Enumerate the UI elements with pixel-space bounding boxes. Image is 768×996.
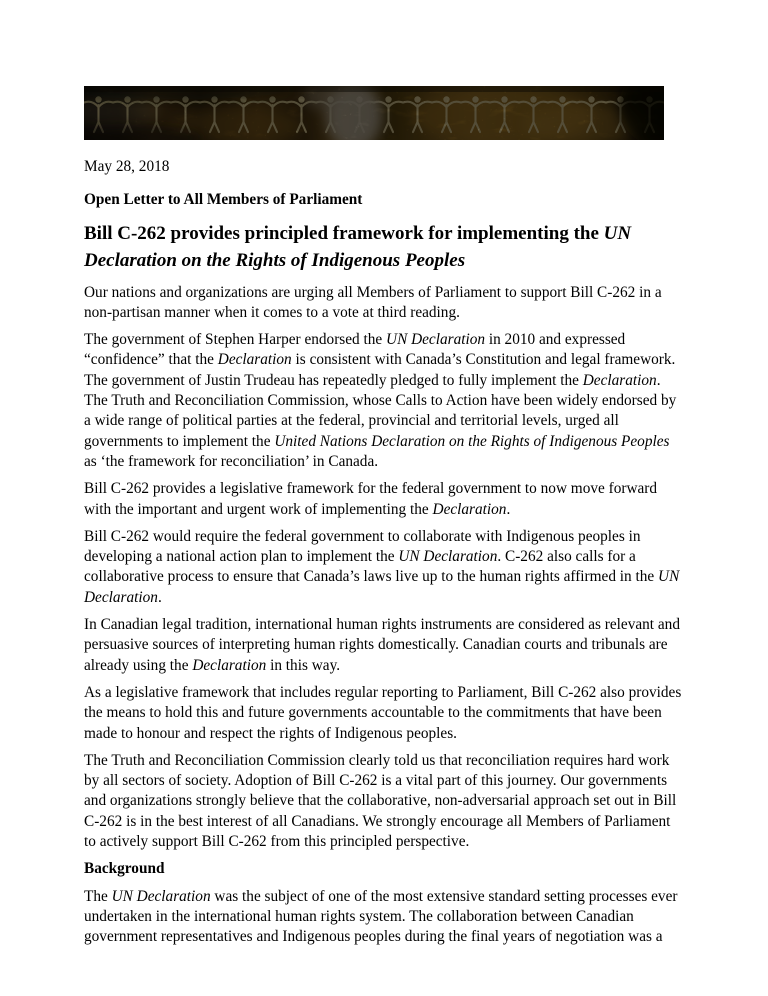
paragraph-reconciliation: The Truth and Reconciliation Commission clearly told us that reconciliation requires hard work by all sectors of society. Adoption of Bill C-262 is a vital part of this journey. Our governments and organizations strongly believe that the collaborative, non-adversarial approach set out in Bill C-262 is in the best interest of all Canadians. We strongly encourage all Members of Parliament to actively support Bill C-262 from this principled perspective. bbox=[84, 751, 677, 851]
paragraph-accountability: As a legislative framework that includes regular reporting to Parliament, Bill C-262 also provides the means to hold this and future governments accountable to the commitments that have been made to honour and respect the rights of Indigenous peoples. bbox=[84, 683, 682, 742]
paragraph-legal-tradition: In Canadian legal tradition, international human rights instruments are considered as relevant and persuasive sources of interpreting human rights domestically. Canadian courts and tribunals are already using the Declaration in this way. bbox=[84, 616, 680, 674]
paragraph-background: The UN Declaration was the subject of one of the most extensive standard setting processes ever undertaken in the international human rights system. The collaboration between Canadian government representatives and Indigenous peoples during the final years of negotiation was a bbox=[84, 887, 678, 946]
pictograph-figures-artwork bbox=[84, 86, 664, 140]
paragraph-government-endorsement: The government of Stephen Harper endorsed the UN Declaration in 2010 and expressed “confidence” that the Declaration is consistent with Canada’s Constitution and legal framework. The government of Justin Trudeau has repeatedly pledged to fully implement the Declaration. The Truth and Reconciliation Commission, whose Calls to Action have been widely endorsed by a wide range of political parties at the federal, provincial and territorial levels, urged all governments to implement the United Nations Declaration on the Rights of Indigenous Peoples as ‘the framework for reconciliation’ in Canada. bbox=[84, 331, 677, 470]
paragraph-legislative-framework: Bill C-262 provides a legislative framework for the federal government to now move forward with the important and urgent work of implementing the Declaration. bbox=[84, 480, 658, 518]
paragraph-support: Our nations and organizations are urging all Members of Parliament to support Bill C-262 in a non-partisan manner when it comes to a vote at third reading. bbox=[84, 283, 662, 321]
open-letter-heading: Open Letter to All Members of Parliament bbox=[84, 191, 363, 209]
paragraph-national-action-plan: Bill C-262 would require the federal government to collaborate with Indigenous peoples in developing a national action plan to implement the UN Declaration. C-262 also calls for a collaborative process to ensure that Canada’s laws live up to the human rights affirmed in the UN Declaration. bbox=[84, 527, 680, 606]
document-title: Bill C-262 provides principled framework for implementing the UN Declaration on the Rights of Indigenous Peoples bbox=[84, 222, 632, 271]
banner-image bbox=[84, 86, 664, 140]
date-text: May 28, 2018 bbox=[84, 158, 170, 175]
background-heading: Background bbox=[84, 860, 165, 878]
